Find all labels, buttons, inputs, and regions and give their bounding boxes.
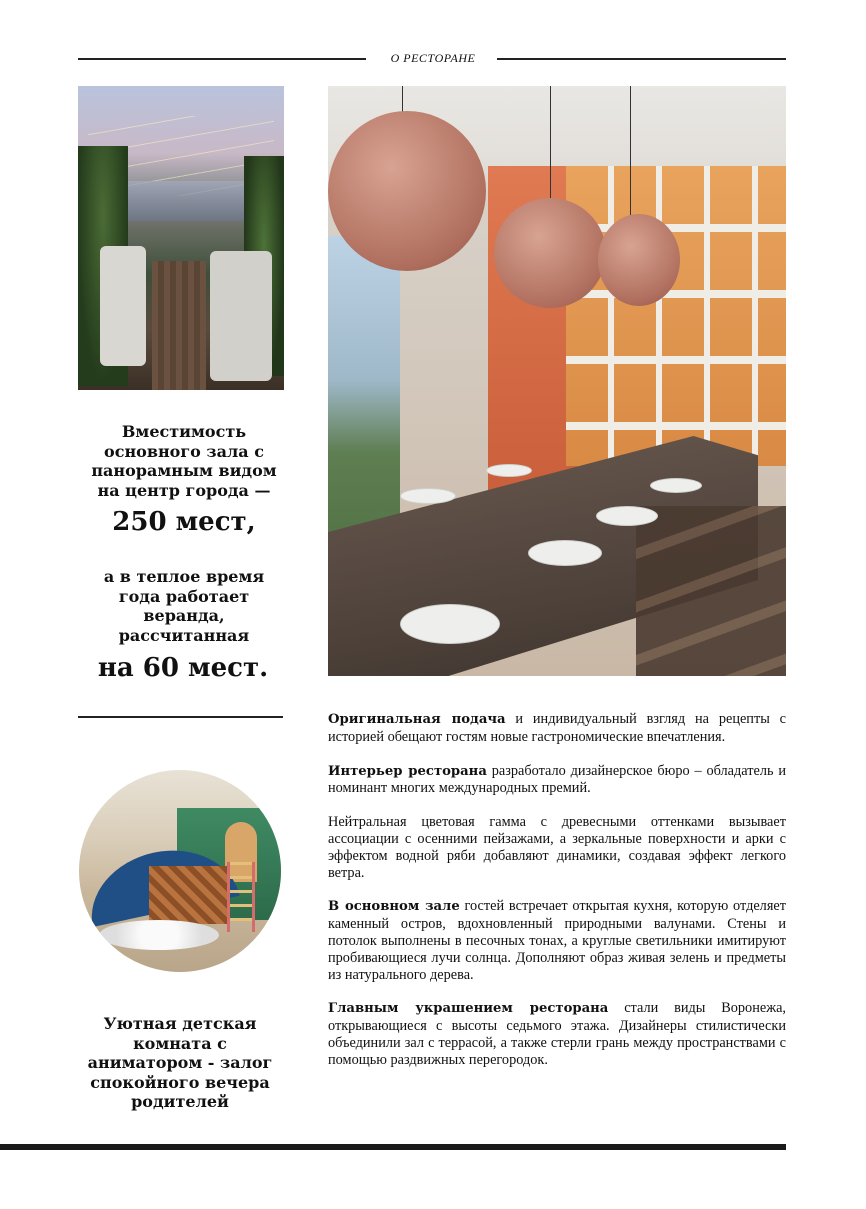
kids-room-caption: Уютная детская комната с аниматором - залог спокойного вечера родителей xyxy=(87,1014,273,1111)
plate xyxy=(400,604,500,644)
paragraph-lead: Интерьер ресторана xyxy=(328,763,487,779)
kids-room-photo xyxy=(79,770,281,972)
paragraph xyxy=(328,711,786,746)
plate xyxy=(486,464,532,477)
veranda-seats: на 60 мест. xyxy=(97,653,269,683)
paragraph-text: разработало дизайнерское бюро – обладатель и номинант многих международных премий. xyxy=(328,762,786,797)
left-divider xyxy=(78,716,283,718)
plate xyxy=(650,478,702,493)
capacity-description: Вместимость основного зала с панорамным видом на центр города — xyxy=(91,422,277,500)
paragraph xyxy=(328,1000,786,1068)
lamp-cord xyxy=(550,86,551,206)
chairs xyxy=(636,506,786,676)
paragraph-lead: Оригинальная подача xyxy=(328,712,506,727)
main-hall-seats: 250 мест, xyxy=(112,507,256,537)
footer-bar xyxy=(0,1144,786,1150)
header-rule-right xyxy=(497,58,786,60)
city-skyline xyxy=(118,181,264,221)
article-body xyxy=(328,711,786,1086)
paragraph-lead: В основном зале xyxy=(328,899,460,915)
display-shelf xyxy=(566,166,786,466)
sofa-right xyxy=(210,251,272,381)
ladder xyxy=(227,862,255,932)
paragraph xyxy=(328,898,786,983)
header-rule-left xyxy=(78,58,366,60)
paragraph-text: Нейтральная цветовая гамма с древесными оттенками вызывает ассоциации с осенними пейзажами, а зеркальные поверхности и арки с эффектом водной ряби добавляют динамики, создавая эффект легкого ветра. xyxy=(328,814,786,881)
paragraph-lead: Главным украшением ресторана xyxy=(328,1001,609,1017)
paragraph-text: гостей встречает открытая кухня, которую отделяет каменный остров, вдохновленный природными валунами. Стены и потолок выполнены в песочных тонах, а круглые светильники имитируют пробивающиеся лучи солнца. Дополняют образ живая зелень и предметы из натурального дерева. xyxy=(328,898,786,983)
pendant-lamp xyxy=(494,198,606,308)
pendant-lamp xyxy=(328,111,486,271)
plate xyxy=(528,540,602,566)
veranda-description: а в теплое время года работает веранда, рассчитанная xyxy=(103,567,265,645)
paragraph xyxy=(328,763,786,798)
plate xyxy=(596,506,658,526)
plate xyxy=(400,488,456,504)
paragraph-text: стали виды Воронежа, открывающиеся с высоты седьмого этажа. Дизайнеры стилистически объединили зал с террасой, а также стерли грань между пространствами с помощью раздвижных перегородок. xyxy=(328,1000,787,1068)
paragraph xyxy=(328,814,786,881)
lamp-cord xyxy=(630,86,631,216)
dining-room-photo xyxy=(328,86,786,676)
ball-pit xyxy=(99,920,219,950)
paragraph-text: и индивидуальный взгляд на рецепты с историей обещают гостям новые гастрономические впечатления. xyxy=(328,711,786,745)
sofa-left xyxy=(100,246,146,366)
wood-structure xyxy=(149,866,229,924)
section-title: О РЕСТОРАНЕ xyxy=(390,51,476,65)
pendant-lamp xyxy=(598,214,680,306)
terrace-photo xyxy=(78,86,284,390)
wooden-deck xyxy=(152,261,206,390)
